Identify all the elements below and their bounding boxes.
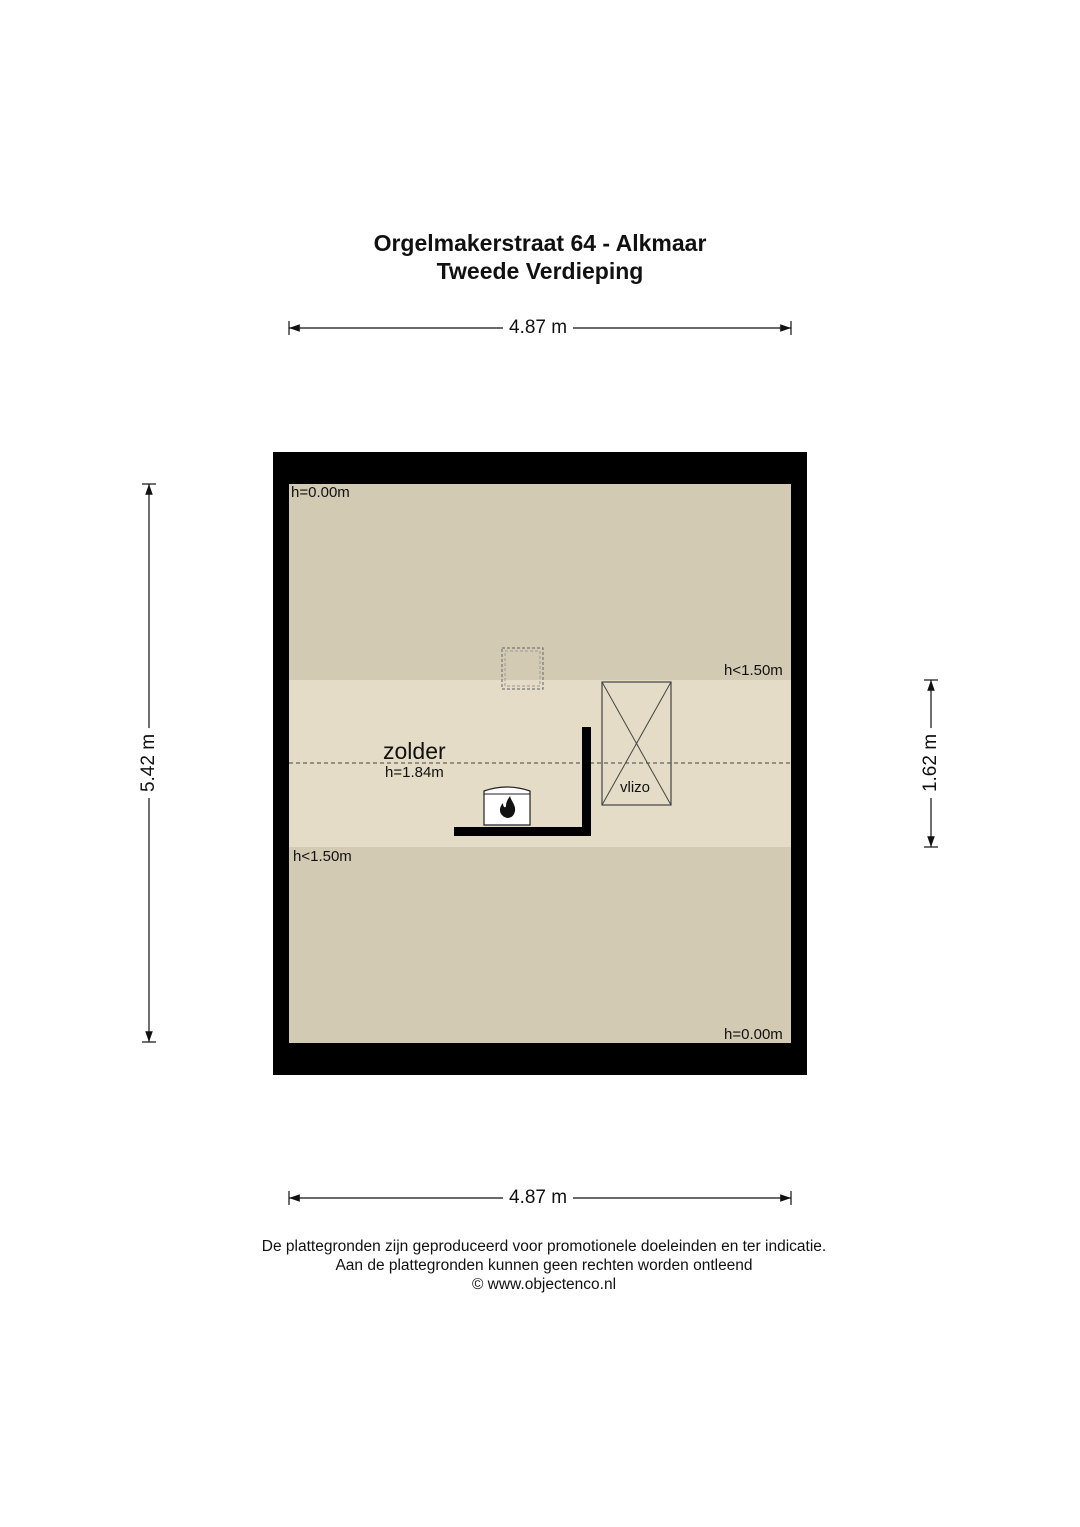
full-height-zone <box>289 680 791 847</box>
low-ceiling-zone-bottom <box>289 847 791 1043</box>
height-label-upper-right: h<1.50m <box>724 662 783 679</box>
floor-title: Tweede Verdieping <box>436 258 644 284</box>
room-name: zolder <box>383 738 446 764</box>
height-label-top-left: h=0.00m <box>291 484 350 501</box>
low-ceiling-zone-top <box>289 484 791 680</box>
top-width-label: 4.87 m <box>503 317 573 339</box>
left-height-label: 5.42 m <box>138 728 160 798</box>
address-title: Orgelmakerstraat 64 - Alkmaar <box>373 230 707 256</box>
disclaimer-line-2: Aan de plattegronden kunnen geen rechten worden ontleend <box>335 1257 753 1274</box>
height-label-lower-left: h<1.50m <box>293 848 352 865</box>
room-height: h=1.84m <box>385 764 444 781</box>
fireplace-icon <box>484 787 530 825</box>
vlizo-label: vlizo <box>620 779 651 796</box>
right-height-label: 1.62 m <box>920 728 942 798</box>
copyright-link[interactable]: © www.objectenco.nl <box>471 1276 617 1293</box>
chimney-wall-vertical <box>582 727 591 836</box>
chimney-wall-horizontal <box>454 827 591 836</box>
bottom-width-label: 4.87 m <box>503 1187 573 1209</box>
height-label-bottom-right: h=0.00m <box>724 1026 783 1043</box>
disclaimer-line-1: De plattegronden zijn geproduceerd voor promotionele doeleinden en ter indicatie. <box>261 1238 827 1255</box>
